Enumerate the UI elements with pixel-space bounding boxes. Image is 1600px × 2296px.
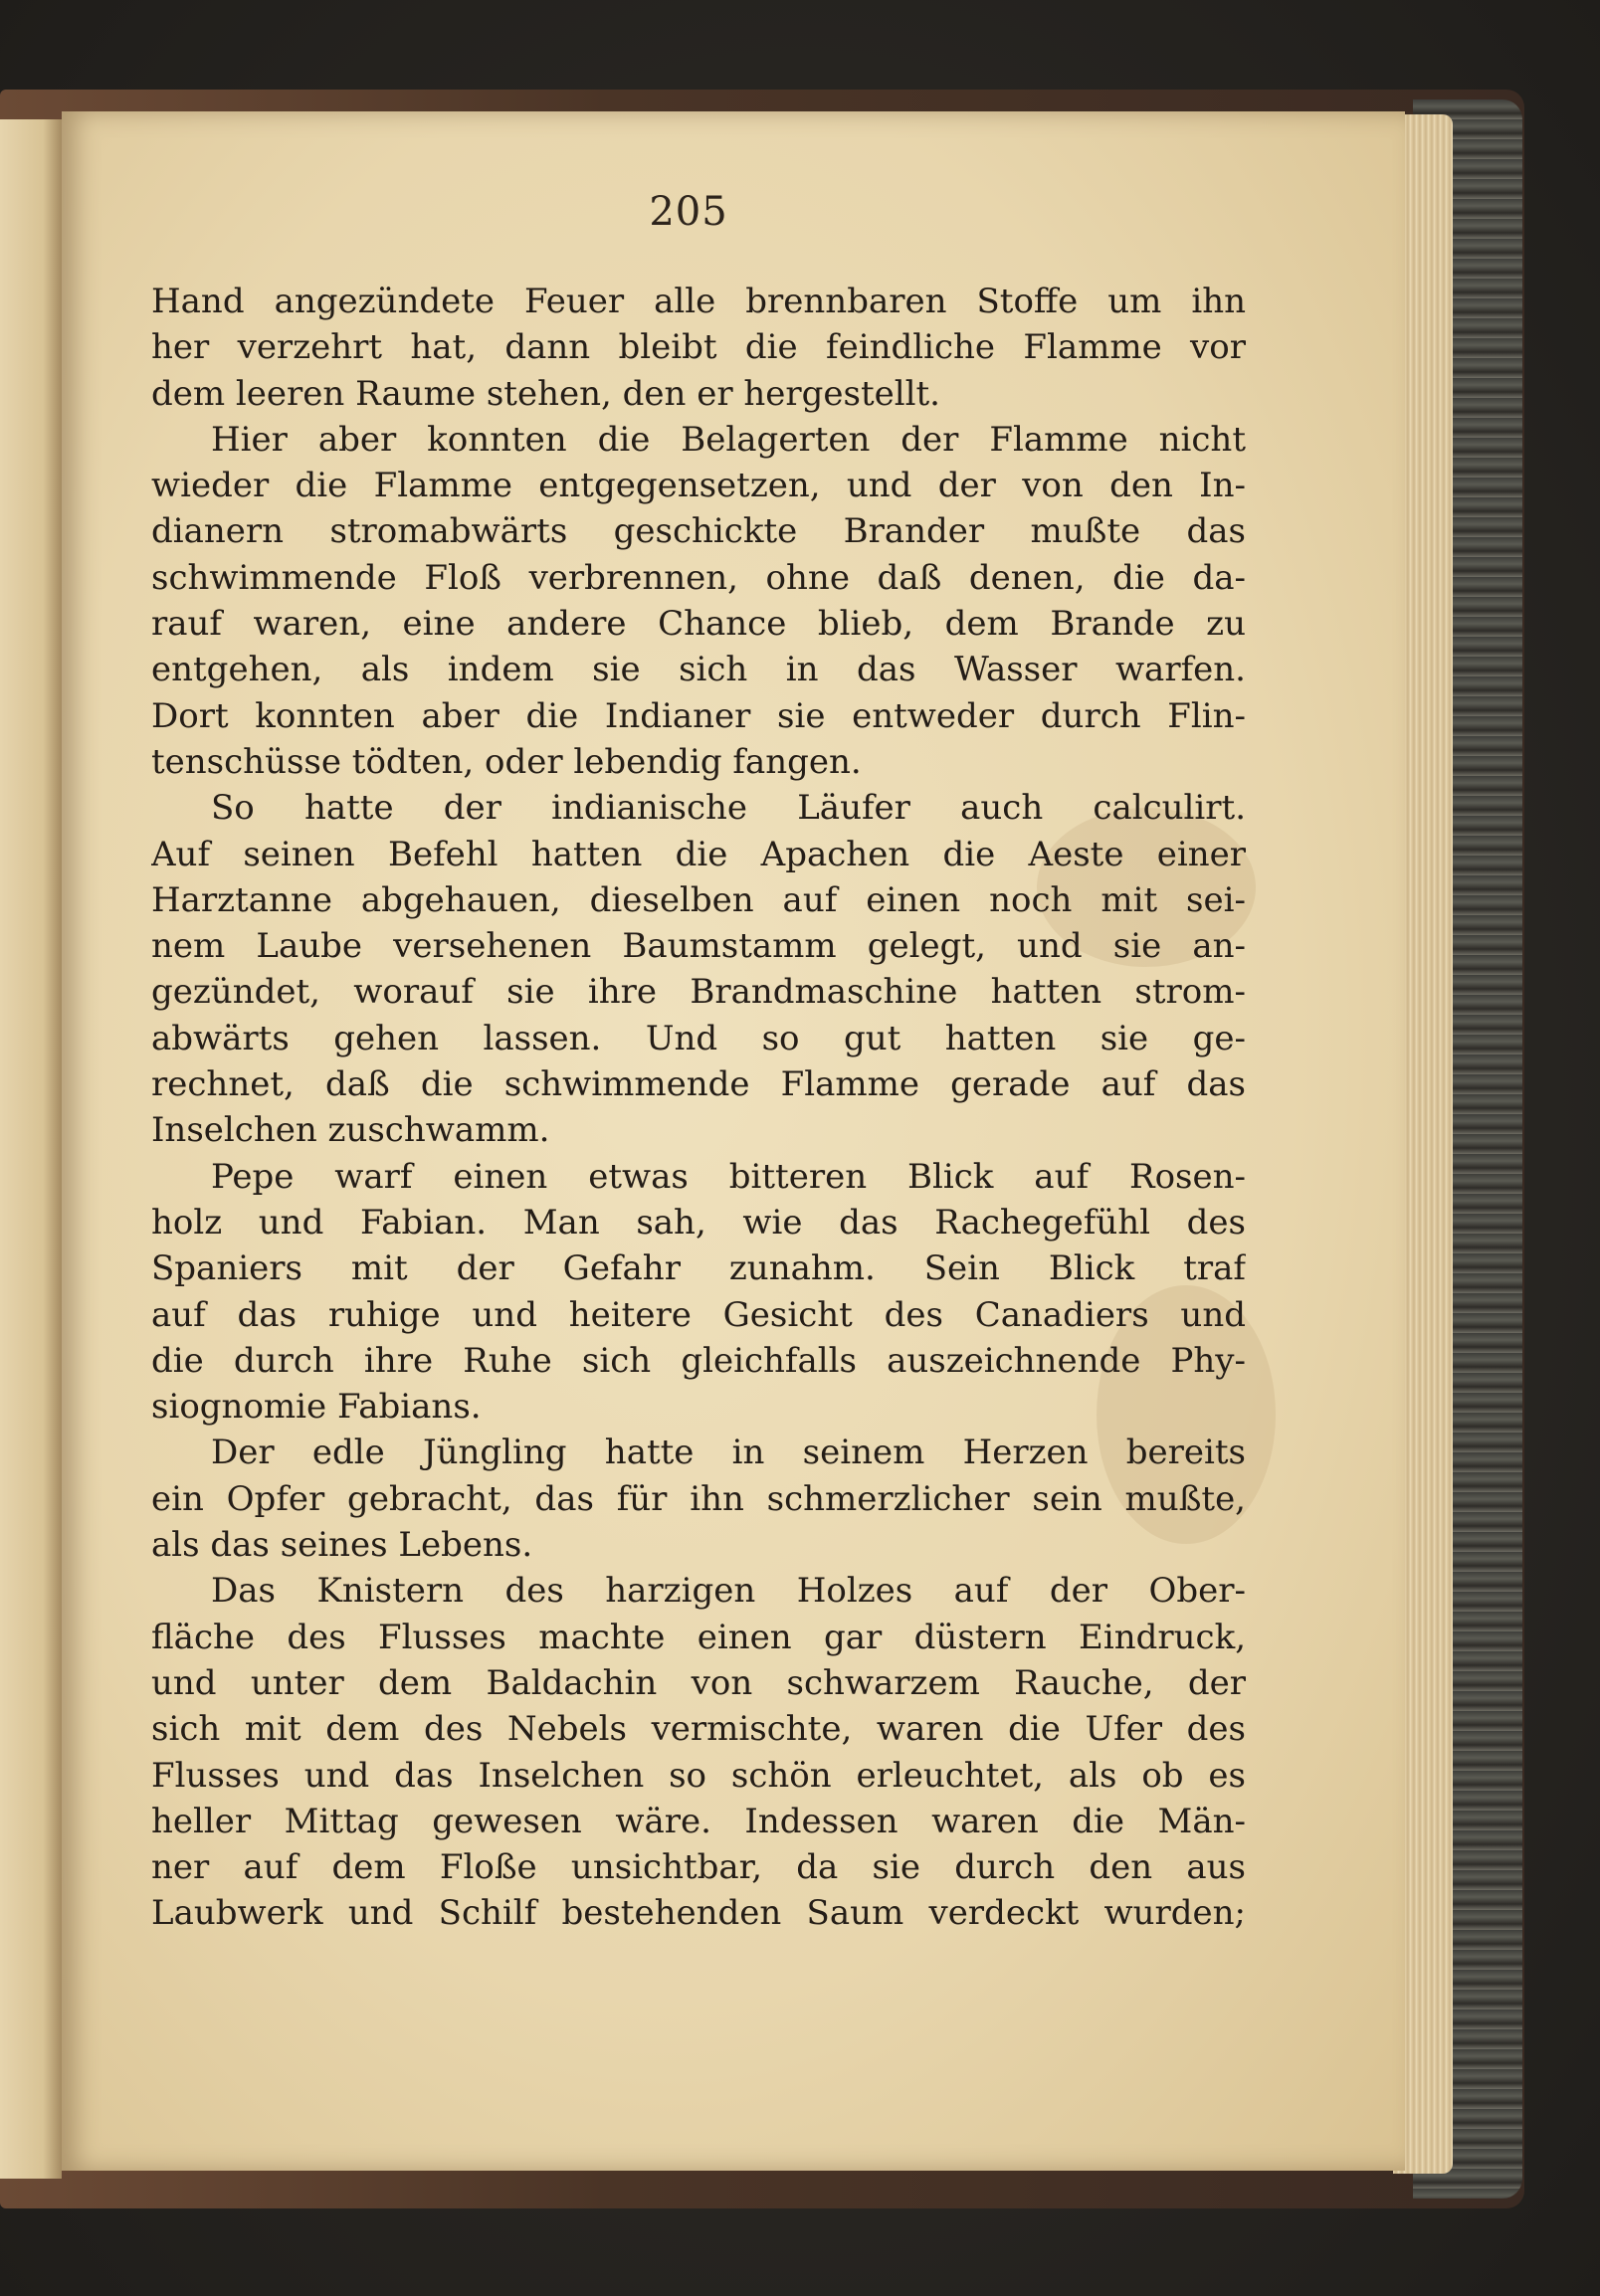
text-line: als das seines Lebens.: [151, 1525, 533, 1566]
text-line: heller Mittag gewesen wäre. Indessen waren die Män-: [151, 1801, 1246, 1841]
text-line: tenschüsse tödten, oder lebendig fangen.: [151, 741, 862, 782]
text-line: dem leeren Raume stehen, den er hergestellt.: [151, 373, 940, 414]
text-line: Hand angezündete Feuer alle brennbaren Stoffe um ihn: [151, 282, 1246, 321]
text-line: holz und Fabian. Man sah, wie das Rachegefühl des: [151, 1202, 1246, 1243]
text-line: fläche des Flusses machte einen gar düstern Eindruck,: [151, 1617, 1246, 1657]
text-line: entgehen, als indem sie sich in das Wasser warfen.: [151, 650, 1246, 690]
text-line: wieder die Flamme entgegensetzen, und der von den In-: [151, 466, 1246, 506]
text-line: rechnet, daß die schwimmende Flamme gerade auf das: [151, 1064, 1246, 1105]
text-line: auf das ruhige und heitere Gesicht des Canadiers und: [151, 1294, 1246, 1335]
text-line: Inselchen zuschwamm.: [151, 1110, 550, 1151]
text-line: her verzehrt hat, dann bleibt die feindliche Flamme vor: [151, 327, 1246, 368]
text-line: ner auf dem Floße unsichtbar, da sie durch den aus: [151, 1847, 1246, 1888]
text-line: siognomie Fabians.: [151, 1387, 482, 1428]
text-line: sich mit dem des Nebels vermischte, waren die Ufer des: [151, 1709, 1246, 1750]
text-line: ein Opfer gebracht, das für ihn schmerzlicher sein mußte,: [151, 1478, 1246, 1519]
page-number: 205: [649, 189, 728, 235]
text-line: die durch ihre Ruhe sich gleichfalls auszeichnende Phy-: [151, 1340, 1246, 1381]
text-line: Spaniers mit der Gefahr zunahm. Sein Blick traf: [151, 1248, 1246, 1289]
text-line: Dort konnten aber die Indianer sie entweder durch Flin-: [151, 695, 1246, 736]
text-line: Harztanne abgehauen, dieselben auf einen noch mit sei-: [151, 879, 1246, 920]
text-line: gezündet, worauf sie ihre Brandmaschine hatten strom-: [151, 972, 1246, 1013]
facing-page-edge: [0, 119, 62, 2179]
text-line: abwärts gehen lassen. Und so gut hatten sie ge-: [151, 1018, 1246, 1058]
text-line: Pepe warf einen etwas bitteren Blick auf Rosen-: [211, 1156, 1246, 1197]
text-line: und unter dem Baldachin von schwarzem Rauche, der: [151, 1662, 1246, 1703]
text-line: Das Knistern des harzigen Holzes auf der Ober-: [211, 1571, 1246, 1612]
text-line: rauf waren, eine andere Chance blieb, dem Brande zu: [151, 604, 1246, 645]
book-page: [62, 111, 1405, 2171]
text-line: So hatte der indianische Läufer auch calculirt.: [211, 788, 1246, 829]
text-line: dianern stromabwärts geschickte Brander mußte das: [151, 511, 1246, 552]
text-line: Auf seinen Befehl hatten die Apachen die Aeste einer: [151, 834, 1246, 874]
text-line: nem Laube versehenen Baumstamm gelegt, und sie an-: [151, 926, 1246, 967]
text-line: Der edle Jüngling hatte in seinem Herzen bereits: [211, 1433, 1246, 1473]
body-text: [151, 279, 1246, 1937]
text-line: Flusses und das Inselchen so schön erleuchtet, als ob es: [151, 1755, 1246, 1796]
text-line: Laubwerk und Schilf bestehenden Saum verdeckt wurden;: [151, 1893, 1246, 1934]
text-line: Hier aber konnten die Belagerten der Flamme nicht: [211, 419, 1246, 460]
text-line: schwimmende Floß verbrennen, ohne daß denen, die da-: [151, 557, 1246, 598]
